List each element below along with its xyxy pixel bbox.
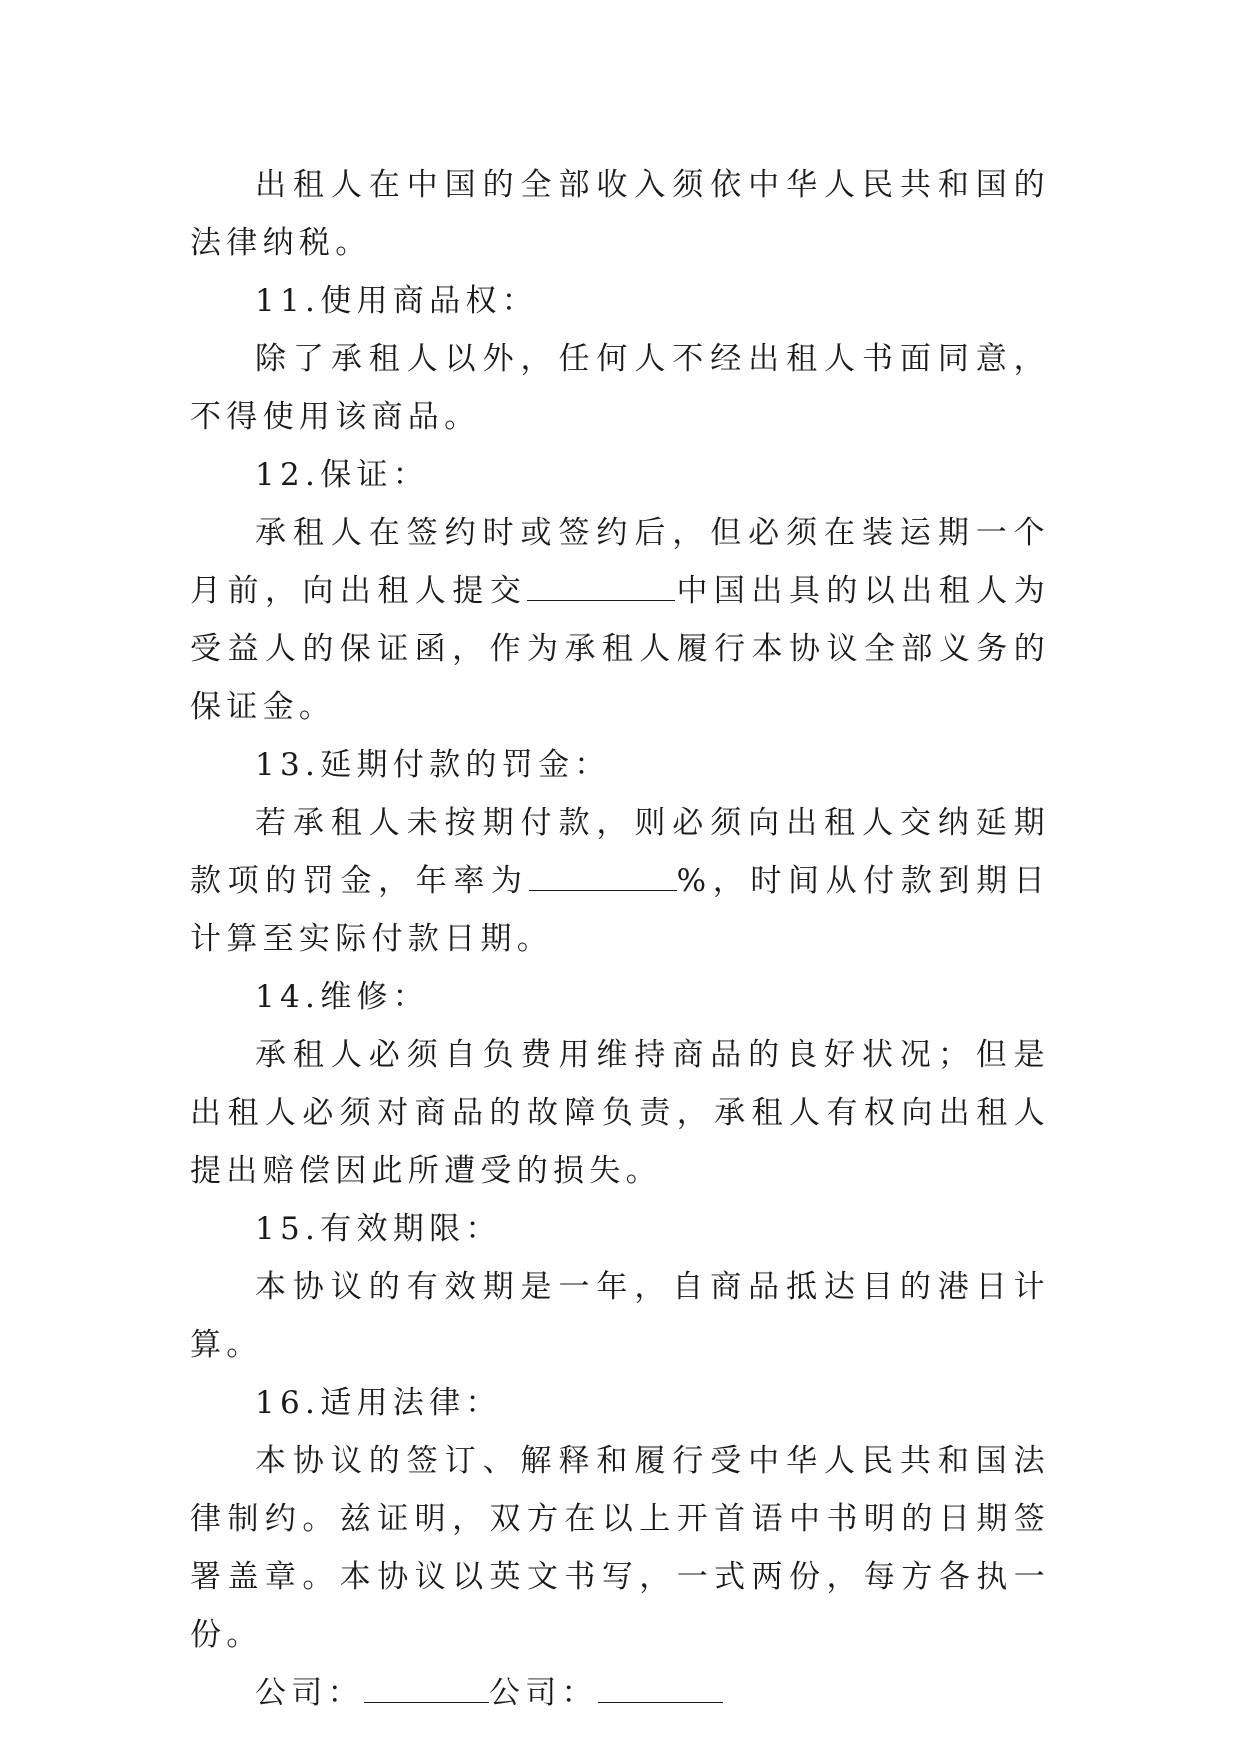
validity-paragraph: 本协议的有效期是一年，自商品抵达目的港日计算。	[190, 1269, 1050, 1363]
guarantee-paragraph	[190, 504, 1050, 736]
signature-label-2: 公司：	[488, 1675, 598, 1711]
penalty-text-after-blank: %，时间从付款到期日计算至实际付款日期。	[190, 863, 1050, 957]
section-heading-15: 15.有效期限：	[255, 1211, 502, 1247]
signature-label-1: 公司：	[255, 1675, 364, 1711]
guarantee-text-after-blank: 中国出具的以出租人为受益人的保证函，作为承租人履行本协议全部义务的保证金。	[190, 573, 1050, 725]
guarantee-text-line-1: 承租人在签约时或签约后，但必须在装运期一个月前，	[190, 515, 1050, 609]
governing-law-paragraph: 本协议的签订、解释和履行受中华人民共和国法律制约。兹证明，双方在以上开首语中书明的日期签署盖章。本协议以英文书写，一式两份，每方各执一份。	[190, 1443, 1050, 1653]
section-heading-12: 12.保证：	[255, 457, 430, 493]
maintenance-paragraph: 承租人必须自负费用维持商品的良好状况；但是出租人必须对商品的故障负责，承租人有权向出租人提出赔偿因此所遭受的损失。	[190, 1037, 1050, 1189]
late-payment-paragraph	[190, 794, 1050, 968]
guarantee-text-before-blank: 向出租人提交	[302, 573, 528, 609]
usage-rights-paragraph: 除了承租人以外，任何人不经出租人书面同意，不得使用该商品。	[190, 341, 1050, 435]
signature-line	[190, 1664, 1050, 1722]
section-heading-14: 14.维修：	[255, 979, 430, 1015]
section-heading-11: 11.使用商品权：	[255, 283, 538, 319]
annual-rate-blank	[529, 860, 677, 891]
guarantee-bank-blank	[527, 570, 675, 601]
penalty-text-before-blank: 若承租人未按期付款，则必须向出租人交纳延期款项的罚金，年率为	[190, 805, 1050, 899]
tax-paragraph: 出租人在中国的全部收入须依中华人民共和国的法律纳税。	[190, 167, 1050, 261]
document-body	[190, 156, 1050, 1722]
section-heading-13: 13.延期付款的罚金：	[255, 747, 611, 783]
signature-blank-2	[598, 1672, 723, 1703]
signature-blank-1	[364, 1672, 489, 1703]
section-heading-16: 16.适用法律：	[255, 1385, 502, 1421]
